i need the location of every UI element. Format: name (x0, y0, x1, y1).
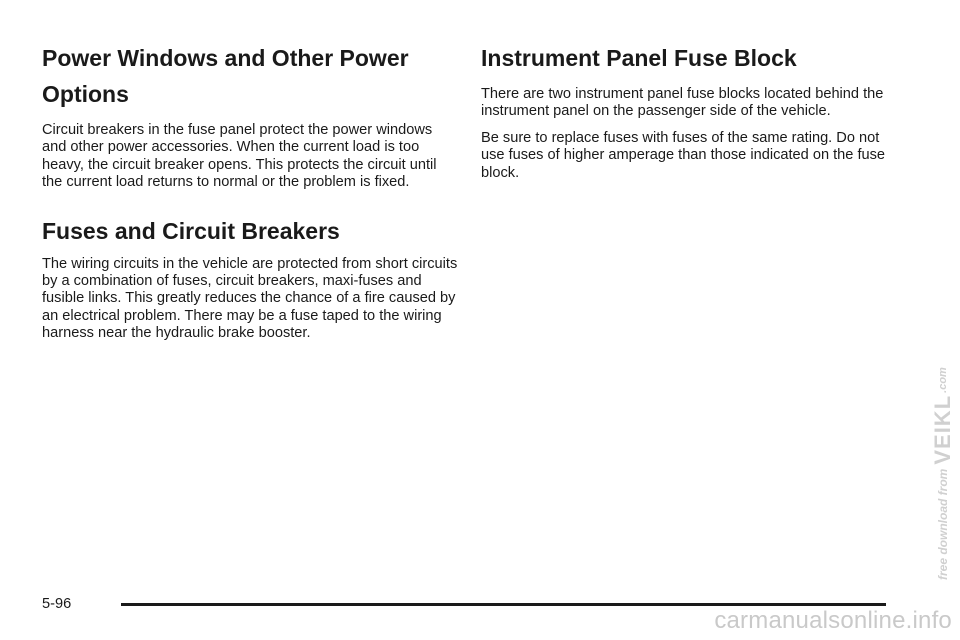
heading-power-windows (42, 40, 458, 112)
watermark-prefix: free download from (936, 468, 950, 580)
heading-power-windows-line-1: Power Windows and Other Power (42, 45, 409, 71)
paragraph-fuse-block-location: There are two instrument panel fuse blocks located behind the instrument panel on the passenger side of the vehicle. (481, 86, 884, 120)
footer-site-link[interactable]: carmanualsonline.info (714, 607, 952, 634)
heading-power-windows-line-2: Options (42, 81, 129, 107)
paragraph-power-windows: Circuit breakers in the fuse panel protect the power windows and other power accessories. When the current load is too heavy, the circuit breaker opens. This protects the circuit until the current load returns to normal or the problem is fixed. (42, 122, 437, 191)
right-column (481, 40, 893, 182)
left-column (42, 40, 458, 343)
watermark-tld: .com (937, 367, 949, 393)
heading-instrument-panel-fuse-block: Instrument Panel Fuse Block (481, 45, 797, 71)
watermark (928, 340, 958, 580)
page-number: 5-96 (42, 596, 72, 612)
paragraph-fuses-circuit-breakers: The wiring circuits in the vehicle are protected from short circuits by a combination of fuses, circuit breakers, maxi-fuses and fusible links. This greatly reduces the chance of a fire caused by an electrical problem. There may be a fuse taped to the wiring harness near the hydraulic brake booster. (42, 255, 458, 342)
footer-rule (121, 603, 886, 606)
watermark-logo: VEIKL (930, 394, 955, 465)
paragraph-fuse-replacement: Be sure to replace fuses with fuses of the same rating. Do not use fuses of higher amperage than those indicated on the fuse block. (481, 129, 886, 181)
heading-fuses-circuit-breakers: Fuses and Circuit Breakers (42, 217, 340, 244)
